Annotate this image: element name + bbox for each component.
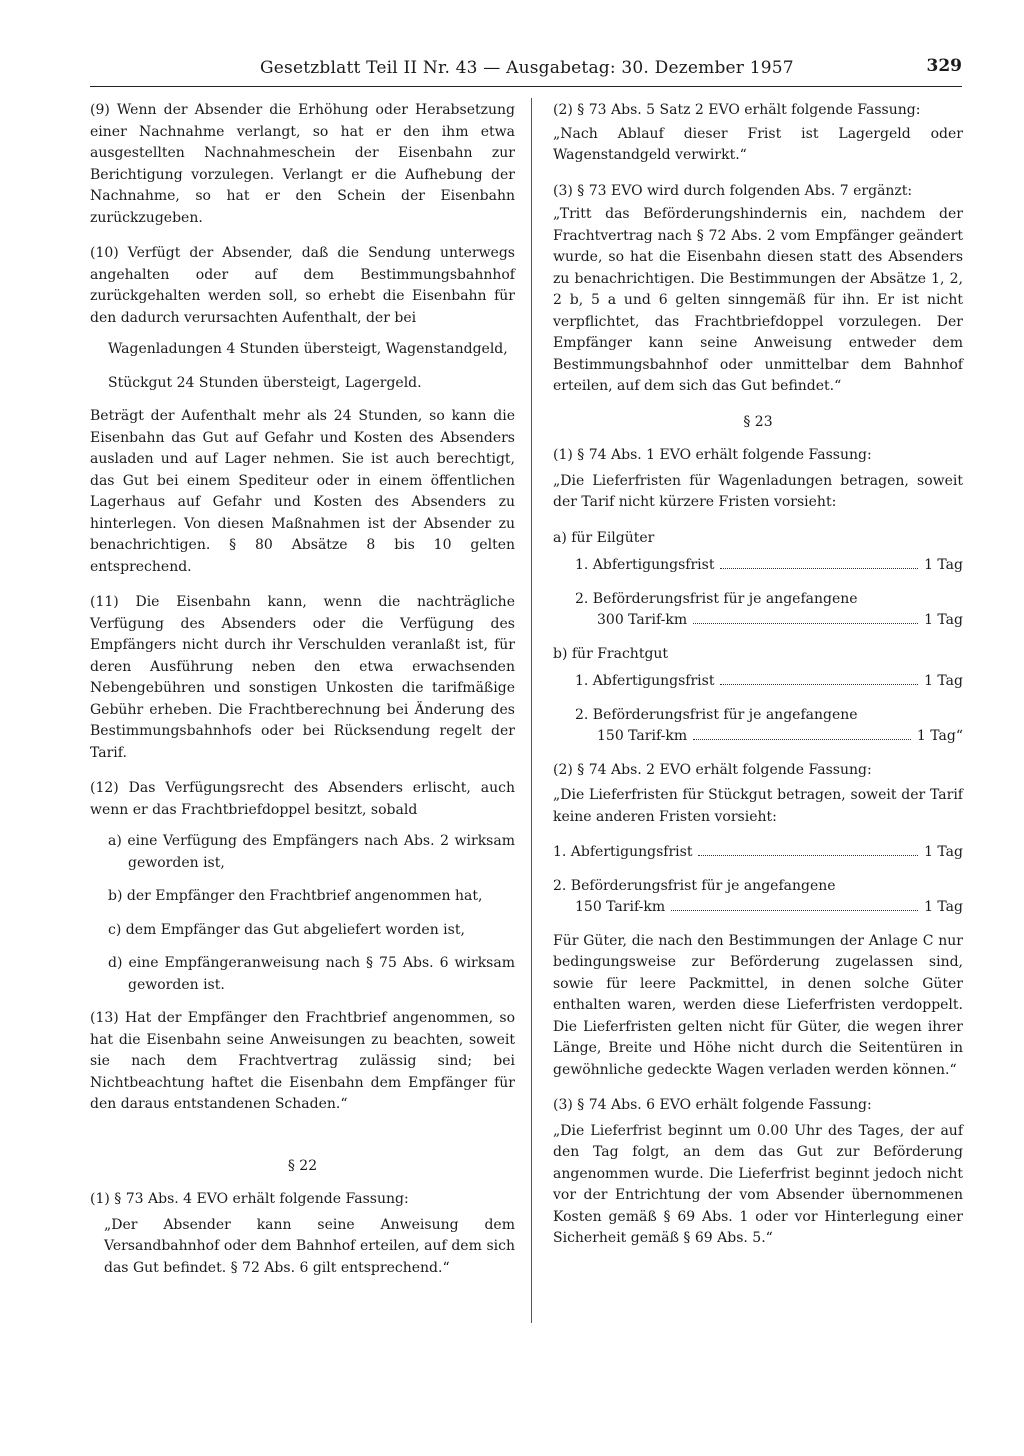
section-23-para-2-text: „Die Lieferfristen für Stückgut betragen, soweit der Tarif keine anderen Fristen vorsieht: <box>553 787 963 825</box>
list-b-item-1 <box>575 671 963 693</box>
list-c-item-1-value: 1 Tag <box>924 844 963 860</box>
paragraph-12-item-c: c) dem Empfänger das Gut abgeliefert worden ist, <box>108 921 465 938</box>
page-header <box>90 56 962 87</box>
paragraph-10-continuation: Beträgt der Aufenthalt mehr als 24 Stunden, so kann die Eisenbahn das Gut auf Gefahr und Kosten des Absenders ausladen und auf Lager nehmen. Sie ist auch berechtigt, das Gut bei einem Spediteur oder in einem öffentlichen Lagerhaus auf Gefahr und Kosten des Absenders zu hinterlegen. Von diesen Maßnahmen ist der Absender zu benachrichtigen. § 80 Absätze 8 bis 10 gelten entsprechend. <box>90 408 515 575</box>
list-a-heading: a) für Eilgüter <box>553 529 655 546</box>
paragraph-12-item-d: d) eine Empfängeranweisung nach § 75 Abs. 6 wirksam geworden ist. <box>108 955 515 993</box>
right-column <box>553 100 963 1264</box>
list-a-item-2-value: 1 Tag <box>924 612 963 628</box>
section-23-para-1-text: „Die Lieferfristen für Wagenladungen betragen, soweit der Tarif nicht kürzere Fristen vorsieht: <box>553 472 963 510</box>
section-22-heading: § 22 <box>287 1157 318 1174</box>
list-a-item-1-value: 1 Tag <box>924 557 963 573</box>
leader-dots <box>671 910 918 911</box>
section-22-para-3-text: „Tritt das Beförderungshindernis ein, nachdem der Frachtvertrag nach § 72 Abs. 2 vom Empfänger geändert wurde, so hat die Eisenbahn diesen statt des Absenders zu benachrichtigen. Die Bestimmungen der Absätze 1, 2, 2 b, 5 a und 6 gelten sinngemäß für ihn. Er ist nicht verpflichtet, das Frachtbriefdoppel vorzulegen. Der Empfänger kann seine Anweisung entweder dem Bestimmungsbahnhof oder unmittelbar dem Bahnhof erteilen, auf dem sich das Gut befindet.“ <box>553 206 963 394</box>
paragraph-10-stueckgut: Stückgut 24 Stunden übersteigt, Lagergeld. <box>108 374 422 391</box>
section-23-para-1: (1) § 74 Abs. 1 EVO erhält folgende Fassung: <box>553 447 872 463</box>
column-divider <box>531 98 532 1323</box>
section-23-para-2: (2) § 74 Abs. 2 EVO erhält folgende Fassung: <box>553 761 872 778</box>
section-23-heading: § 23 <box>743 413 773 430</box>
leader-dots <box>693 623 918 624</box>
list-c-item-2 <box>553 876 963 919</box>
page-number: 329 <box>926 56 962 76</box>
section-22-para-3: (3) § 73 EVO wird durch folgenden Abs. 7 ergänzt: <box>553 182 913 199</box>
list-a-item-2-km: 300 Tarif-km <box>597 612 688 628</box>
paragraph-12-item-a: a) eine Verfügung des Empfängers nach Abs. 2 wirksam geworden ist, <box>108 833 515 871</box>
list-c-item-2-label: 2. Beförderungsfrist für je angefangene <box>553 877 836 894</box>
list-c-item-1 <box>553 842 963 864</box>
section-23-para-3: (3) § 74 Abs. 6 EVO erhält folgende Fassung: <box>553 1097 872 1113</box>
paragraph-12: (12) Das Verfügungsrecht des Absenders erlischt, auch wenn er das Frachtbriefdoppel besitzt, sobald <box>90 780 515 818</box>
list-b-item-1-label: 1. Abfertigungsfrist <box>575 673 715 689</box>
paragraph-13: (13) Hat der Empfänger den Frachtbrief angenommen, so hat die Eisenbahn seine Anweisungen zu beachten, soweit sie nach dem Frachtvertrag zulässig sind; bei Nichtbeachtung haftet die Eisenbahn dem Empfänger für den daraus entstandenen Schaden.“ <box>90 1010 515 1112</box>
list-a-item-1 <box>575 555 963 577</box>
list-b-item-2-label: 2. Beförderungsfrist für je angefangene <box>575 706 858 723</box>
list-b-item-2-value: 1 Tag“ <box>916 728 963 744</box>
list-a-item-2-label: 2. Beförderungsfrist für je angefangene <box>575 590 858 607</box>
section-22-para-2: (2) § 73 Abs. 5 Satz 2 EVO erhält folgende Fassung: <box>553 102 921 118</box>
list-b-item-2 <box>575 705 963 748</box>
section-23-para-3-text: „Die Lieferfrist beginnt um 0.00 Uhr des Tages, der auf den Tag folgt, an dem das Gut zur Beförderung angenommen wurde. Die Lieferfrist beginnt jedoch nicht vor der Entrichtung der vom Absender übernommenen Kosten gemäß § 69 Abs. 1 oder vor Hinterlegung einer Sicherheit gemäß § 69 Abs. 5.“ <box>553 1122 963 1246</box>
list-c-item-2-value: 1 Tag <box>924 899 963 915</box>
paragraph-12-item-b: b) der Empfänger den Frachtbrief angenommen hat, <box>108 888 483 904</box>
leader-dots <box>698 855 918 856</box>
section-22-para-2-text: „Nach Ablauf dieser Frist ist Lagergeld oder Wagenstandgeld verwirkt.“ <box>553 125 963 163</box>
list-c-item-1-label: 1. Abfertigungsfrist <box>553 844 693 860</box>
list-b-heading: b) für Frachtgut <box>553 645 669 662</box>
list-b-item-2-km: 150 Tarif-km <box>597 728 688 744</box>
list-c-item-2-km: 150 Tarif-km <box>575 899 666 915</box>
section-22-para-1-text: „Der Absender kann seine Anweisung dem Versandbahnhof oder dem Bahnhof erteilen, auf dem sich das Gut befindet. § 72 Abs. 6 gilt entsprechend.“ <box>104 1216 515 1276</box>
leader-dots <box>720 684 918 685</box>
paragraph-11: (11) Die Eisenbahn kann, wenn die nachträgliche Verfügung des Absenders oder die Verfügung des Empfängers nicht durch ihr Verschulden veranlaßt ist, für deren Ausführung neben den etwa erwachsenden Nebengebühren und sonstigen Unkosten die tarifmäßige Gebühr erheben. Die Frachtberechnung bei Änderung des Bestimmungsbahnhofs oder bei Rücksendung regelt der Tarif. <box>90 594 515 761</box>
left-column <box>90 100 515 1293</box>
leader-dots <box>693 739 911 740</box>
section-22-para-1: (1) § 73 Abs. 4 EVO erhält folgende Fassung: <box>90 1191 409 1207</box>
header-title: Gesetzblatt Teil II Nr. 43 — Ausgabetag: 30. Dezember 1957 <box>260 58 794 78</box>
list-a-item-2 <box>575 589 963 632</box>
leader-dots <box>720 568 918 569</box>
paragraph-10-wagenladungen: Wagenladungen 4 Stunden übersteigt, Wagenstandgeld, <box>108 341 508 357</box>
section-23-para-2-continuation: Für Güter, die nach den Bestimmungen der Anlage C nur bedingungsweise zur Beförderung zugelassen sind, sowie für leere Packmittel, in denen solche Güter enthalten waren, werden diese Lieferfristen verdoppelt. Die Lieferfristen gelten nicht für Güter, die wegen ihrer Länge, Breite und Höhe nicht durch die Seitentüren in gewöhnliche gedeckte Wagen verladen werden können.“ <box>553 932 963 1078</box>
paragraph-9: (9) Wenn der Absender die Erhöhung oder Herabsetzung einer Nachnahme verlangt, so hat er den ihm etwa ausgestellten Nachnahmeschein der Eisenbahn zur Berichtigung vorzulegen. Verlangt er die Aufhebung der Nachnahme, so hat er den Schein der Eisenbahn zurückzugeben. <box>90 102 515 226</box>
list-a-item-1-label: 1. Abfertigungsfrist <box>575 557 715 573</box>
list-b-item-1-value: 1 Tag <box>924 673 963 689</box>
paragraph-10: (10) Verfügt der Absender, daß die Sendung unterwegs angehalten oder auf dem Bestimmungsbahnhof zurückgehalten werden soll, so erhebt die Eisenbahn für den dadurch verursachten Aufenthalt, der bei <box>90 245 515 326</box>
